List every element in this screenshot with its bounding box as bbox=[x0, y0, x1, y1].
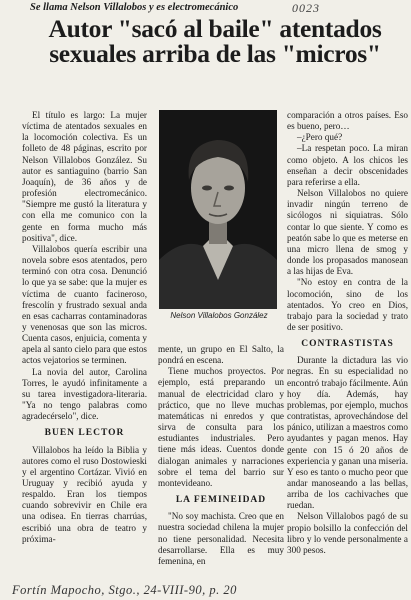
paragraph: "No estoy en contra de la locomoción, sino de los atentados. Yo creo en Dios, trabajo para la sociedad y trato de ser positivo. bbox=[287, 277, 408, 332]
paragraph: Villalobos quería escribir una novela sobre esos atentados, pero terminó con otra cosa. Denunció lo que ya se sabe: que la mujer es víctima de cuanto facineroso, frescolín y frustrado sexual anda en esas cacharras contaminadoras y venenosas que son las micros. Cuenta casos, enjuicia, comenta y apela al santo cielo para que estos actos vejatorios se terminen. bbox=[22, 243, 147, 366]
paragraph: Nelson Villalobos pagó de su propio bolsillo la confección del libro y lo vende personalmente a 300 pesos. bbox=[287, 511, 408, 555]
paragraph: mente, un grupo en El Salto, la pondrá en escena. bbox=[158, 344, 284, 366]
paragraph: comparación a otros países. Eso es bueno, pero… bbox=[287, 110, 408, 132]
archive-code: 0023 bbox=[292, 1, 320, 15]
section-heading: CONTRASTISTAS bbox=[301, 339, 394, 350]
section-heading: BUEN LECTOR bbox=[44, 428, 125, 439]
author-photo bbox=[159, 110, 277, 309]
paragraph: Nelson Villalobos no quiere invadir ningún terreno de sicólogos ni siquiatras. Sólo contar lo que siente. Y como es peatón sabe lo que es meterse en una micro llena de smog y donde los propasados manosean a las hijas de Eva. bbox=[287, 188, 408, 277]
kicker: Se llama Nelson Villalobos y es electromecánico bbox=[30, 2, 239, 13]
headline: Autor "sacó al baile" atentados sexuales arriba de las "micros" bbox=[48, 14, 382, 68]
paragraph: La novia del autor, Carolina Torres, le ayudó infinitamente a su tarea investigadora-literaria. "Ya no tengo palabras como agradecérselo", dice. bbox=[22, 366, 147, 422]
paragraph: –La respetan poco. La miran como objeto. A los chicos les enseñan a decir obscenidades para referirse a ella. bbox=[287, 143, 408, 187]
paragraph: El título es largo: La mujer víctima de atentados sexuales en la locomoción colectiva. Es un folleto de 48 páginas, escrito por Nelson Villalobos González. Su autor es santiaguino (barrio San Joaquín), de 36 años y de profesión electromecánico. "Siempre me gustó la literatura y con ella me comunico con la gente en forma mucho más positiva", dice. bbox=[22, 110, 147, 243]
margin-handwritten-note bbox=[1, 150, 17, 290]
paragraph: Durante la dictadura las vio negras. En su especialidad no encontró trabajo fácilmente. Aún hoy día. Además, hay problemas, por ejemplo, muchos contratistas, aprovechándose del pánico, utilizan a maestros como ayudantes y pagan menos. Hay gente con 15 ó 20 años de experiencia y ganan una miseria. Y eso es tanto o mucho peor que andar manoseando a las bellas, arriba de los cachivaches que ruedan. bbox=[287, 355, 408, 511]
portrait-illustration bbox=[159, 110, 277, 309]
column-2 bbox=[158, 344, 284, 567]
paragraph: "No soy machista. Creo que en nuestra sociedad chilena la mujer no tiene personalidad. Necesita desarrollarse. Ella es muy femenina, en bbox=[158, 511, 284, 566]
paragraph: –¿Pero qué? bbox=[297, 132, 343, 143]
section-heading: LA FEMINEIDAD bbox=[175, 495, 267, 506]
photo-caption: Nelson Villalobos González bbox=[170, 311, 268, 320]
handwritten-source-note: Fortín Mapocho, Stgo., 24-VIII-90, p. 20 bbox=[12, 583, 237, 597]
column-1 bbox=[22, 110, 147, 545]
paragraph: Tiene muchos proyectos. Por ejemplo, está preparando un manual de electricidad claro y práctico, que no lleve muchas matemáticas ni enredos y que sirva de consulta para los estudiantes industriales. Pero tiene más ideas. Cuentos donde dialogan animales y narraciones sobre el tema del barrio sur montevideano. bbox=[158, 366, 284, 488]
column-3 bbox=[287, 110, 408, 556]
paragraph: Villalobos ha leído la Biblia y autores como el ruso Dostowieski y el argentino Cortázar. Vivió en Uruguay y recibió ayuda y respaldo. Eran los tiempos cuando sobrevivir en Chile era una odisea. En tierras charrúas, escribió una obra de teatro y próxima- bbox=[22, 444, 147, 544]
